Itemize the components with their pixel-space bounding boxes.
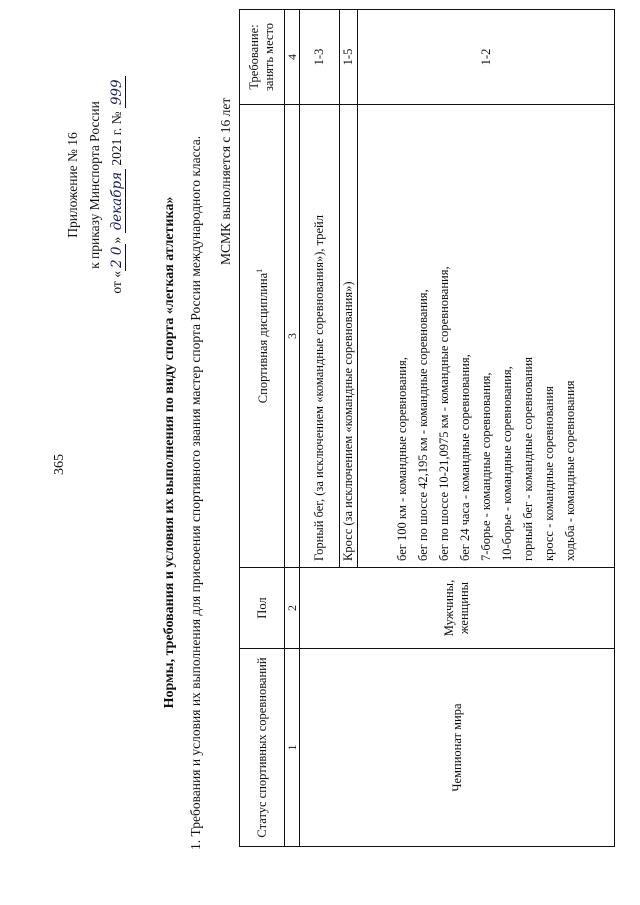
- order-number: 999: [109, 76, 126, 108]
- discipline-cell: Горный бег, (за исключением «командные соревнования»), трейл: [300, 105, 340, 568]
- discipline-line: 10-борье - командные соревнования,: [499, 366, 514, 561]
- table-header-row: [240, 10, 285, 847]
- date-year: 2021 г. №: [109, 111, 124, 166]
- column-number-row: [285, 10, 300, 847]
- header-discipline-label: Спортивная дисциплина: [256, 272, 271, 404]
- discipline-line: 7-борье - командные соревнования,: [478, 372, 493, 561]
- age-note: МСМК выполняется с 16 лет: [218, 97, 233, 265]
- header-status: Статус спортивных соревнований: [240, 649, 285, 847]
- discipline-cell: Кросс (за исключением «командные соревнования»): [340, 105, 358, 568]
- discipline-line: бег 24 часа - командные соревнования,: [457, 354, 472, 561]
- requirements-table: [239, 9, 615, 847]
- annex-block: [62, 70, 128, 300]
- discipline-line: бег 100 км - командные соревнования,: [394, 357, 409, 561]
- requirement-cell: 1-5: [340, 10, 358, 105]
- col-number: 4: [285, 10, 300, 105]
- header-discipline: [240, 105, 285, 568]
- discipline-line: горный бег - командные соревнования: [520, 357, 535, 561]
- discipline-line: кросс - командные соревнования: [541, 386, 556, 561]
- date-prefix: от «: [109, 271, 124, 294]
- footnote-mark: 1: [255, 268, 265, 273]
- annex-order-ref: к приказу Минспорта России: [87, 101, 102, 269]
- col-number: 2: [285, 568, 300, 649]
- discipline-list-cell: [358, 105, 615, 568]
- col-number: 1: [285, 649, 300, 847]
- annex-date-line: [106, 70, 128, 300]
- requirement-cell: 1-2: [358, 10, 615, 105]
- col-number: 3: [285, 105, 300, 568]
- status-cell: Чемпионат мира: [300, 649, 615, 847]
- discipline-line: ходьба - командные соревнования: [562, 380, 577, 561]
- table-row: [300, 10, 340, 847]
- header-requirement: Требование: занять место: [240, 10, 285, 105]
- section-subtitle: 1. Требования и условия их выполнения для присвоения спортивного звания мастер спорта России международного класса.: [188, 135, 203, 850]
- discipline-line: бег по шоссе 42,195 км - командные соревнования,: [415, 289, 430, 561]
- date-month: декабря: [109, 169, 126, 233]
- page-number: 365: [52, 454, 67, 475]
- header-gender: Пол: [240, 568, 285, 649]
- discipline-line: бег по шоссе 10-21,0975 км - командные соревнования,: [436, 266, 451, 561]
- date-day: 2 0: [109, 244, 126, 271]
- requirement-cell: 1-3: [300, 10, 340, 105]
- date-mid: »: [109, 236, 124, 244]
- gender-cell: Мужчины, женщины: [300, 568, 615, 649]
- annex-number: Приложение № 16: [65, 132, 80, 238]
- document-title: Нормы, требования и условия их выполнения по виду спорта «легкая атлетика»: [162, 196, 177, 709]
